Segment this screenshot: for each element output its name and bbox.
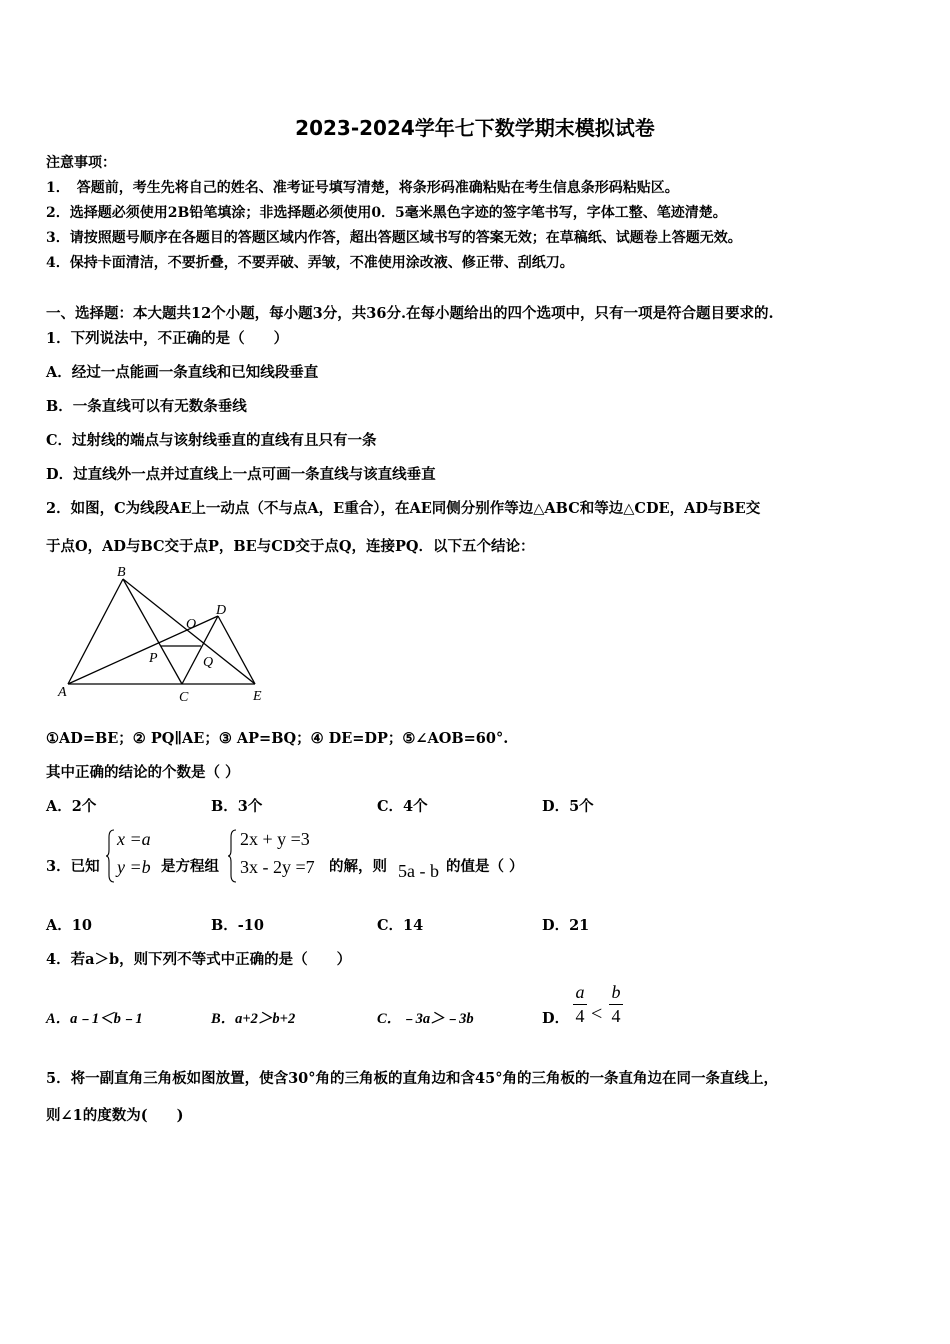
- section-heading: 一、选择题：本大题共12个小题，每小题3分，共36分.在每小题给出的四个选项中，只有一项是符合题目要求的.: [46, 305, 774, 322]
- q1-stem: 1．下列说法中，不正确的是（ ）: [46, 330, 289, 347]
- label-p: P: [149, 651, 158, 666]
- q3-option-c: C．14: [377, 917, 424, 934]
- q3-expression: 5a - b: [398, 861, 439, 881]
- q3-option-d: D．21: [542, 917, 590, 934]
- q4-option-d: D．: [542, 1010, 570, 1027]
- q3-prefix: 3．已知: [46, 858, 100, 875]
- q4-fraction-b-over-4: b 4: [609, 982, 623, 1027]
- q4-option-c: C．﹣3a＞﹣3b: [377, 1011, 474, 1027]
- q3-sys2-eq1: 2x + y =3: [240, 829, 310, 849]
- q4-stem: 4．若a＞b，则下列不等式中正确的是（ ）: [46, 951, 352, 968]
- q2-stem-line2: 于点O，AD与BC交于点P，BE与CD交于点Q，连接PQ．以下五个结论：: [46, 538, 535, 555]
- q2-ask: 其中正确的结论的个数是（ ）: [46, 764, 240, 781]
- q3-sys2-eq2: 3x - 2y =7: [240, 857, 315, 877]
- q4-option-b: B．a+2＞b+2: [211, 1011, 296, 1027]
- q2-option-c: C．4个: [377, 798, 428, 815]
- q2-option-d: D．5个: [542, 798, 594, 815]
- label-d: D: [216, 603, 227, 618]
- brace-2: [228, 828, 238, 884]
- less-than-sign: <: [591, 1003, 603, 1025]
- q1-option-a: A．经过一点能画一条直线和已知线段垂直: [46, 364, 319, 381]
- q1-option-b: B．一条直线可以有无数条垂线: [46, 398, 247, 415]
- note-item: 1． 答题前，考生先将自己的姓名、准考证号填写清楚，将条形码准确粘贴在考生信息条形码粘贴区。: [46, 180, 679, 196]
- q3-sys1-eq2: y =b: [117, 857, 151, 877]
- page-title: 2023-2024学年七下数学期末模拟试卷: [295, 116, 655, 140]
- q5-stem-line2: 则∠1的度数为( ): [46, 1107, 184, 1124]
- label-o: O: [186, 617, 197, 632]
- q1-option-c: C．过射线的端点与该射线垂直的直线有且只有一条: [46, 432, 377, 449]
- brace-1: [106, 828, 116, 884]
- q2-stem-line1: 2．如图，C为线段AE上一动点（不与点A，E重合），在AE同侧分别作等边△ABC和等边△CDE，AD与BE交: [46, 500, 761, 517]
- q2-conclusions: ①AD=BE；② PQ∥AE；③ AP=BQ；④ DE=DP；⑤∠AOB=60°.: [46, 730, 509, 747]
- q1-option-d: D．过直线外一点并过直线上一点可画一条直线与该直线垂直: [46, 466, 436, 483]
- q3-option-a: A．10: [46, 917, 92, 934]
- q3-sys1-eq1: x =a: [117, 829, 151, 849]
- q3-mid: 是方程组: [161, 858, 219, 875]
- note-item: 4．保持卡面清洁，不要折叠，不要弄破、弄皱，不准使用涂改液、修正带、刮纸刀。: [46, 255, 574, 271]
- q4-option-a: A．a﹣1＜b﹣1: [46, 1011, 143, 1027]
- q2-option-a: A．2个: [46, 798, 97, 815]
- q2-option-b: B．3个: [211, 798, 263, 815]
- note-item: 3．请按照题号顺序在各题目的答题区域内作答，超出答题区域书写的答案无效；在草稿纸、试题卷上答题无效。: [46, 230, 742, 246]
- q3-suffix: 的值是（ ）: [446, 858, 524, 875]
- label-q: Q: [203, 655, 214, 670]
- label-a: A: [58, 685, 67, 700]
- notes-heading: 注意事项：: [46, 155, 116, 171]
- q4-fraction-a-over-4: a 4: [573, 982, 587, 1027]
- label-c: C: [179, 690, 189, 705]
- label-b: B: [117, 565, 126, 580]
- q3-mid2: 的解，则: [329, 858, 387, 875]
- label-e: E: [253, 689, 262, 704]
- q3-option-b: B．-10: [211, 917, 264, 934]
- geometry-figure: [55, 562, 270, 707]
- note-item: 2．选择题必须使用2B铅笔填涂；非选择题必须使用0．5毫米黑色字迹的签字笔书写，字体工整、笔迹清楚。: [46, 205, 727, 221]
- q5-stem-line1: 5．将一副直角三角板如图放置，使含30°角的三角板的直角边和含45°角的三角板的一条直角边在同一条直线上，: [46, 1070, 778, 1087]
